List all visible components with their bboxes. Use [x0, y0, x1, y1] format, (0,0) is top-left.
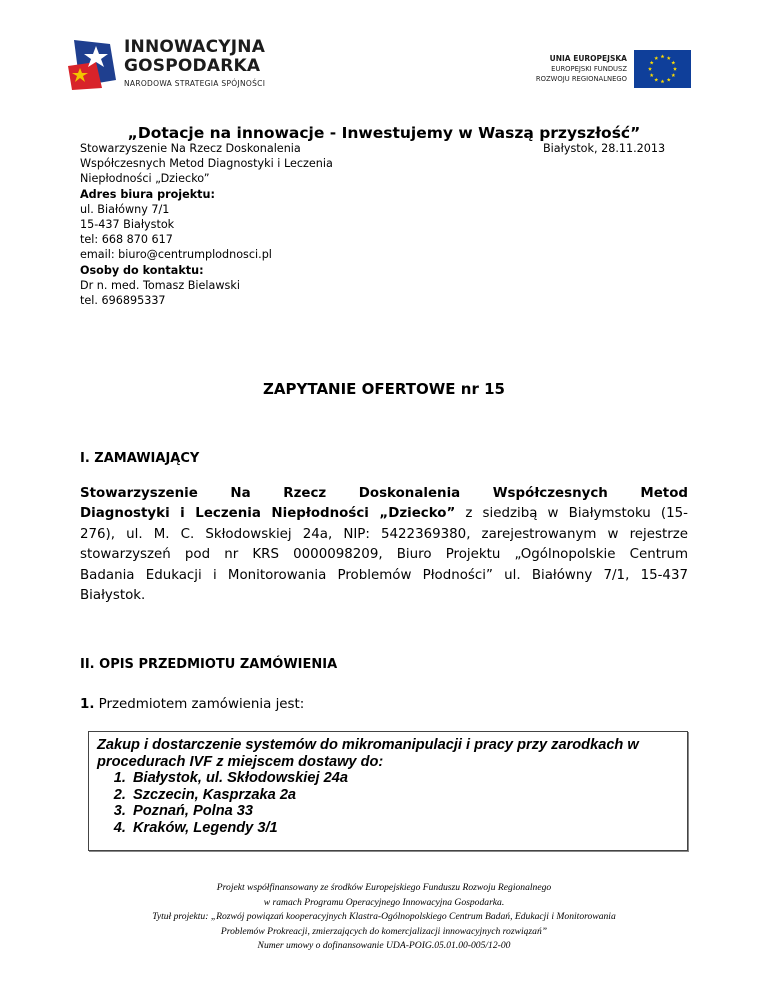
- eu-line-2: EUROPEJSKI FUNDUSZ: [551, 65, 627, 73]
- place-date: Białystok, 28.11.2013: [543, 142, 666, 155]
- footer: [0, 881, 768, 954]
- section-heading-opis: II. OPIS PRZEDMIOTU ZAMÓWIENIA: [80, 657, 338, 672]
- address-label: Adres biura projektu:: [80, 187, 215, 201]
- footer-line: w ramach Programu Operacyjnego Innowacyjna Gospodarka.: [263, 896, 505, 908]
- eu-logo: [515, 50, 695, 90]
- innowacyjna-gospodarka-text: [124, 38, 265, 88]
- eu-line-1: UNIA EUROPEJSKA: [549, 54, 627, 63]
- box-line: procedurach IVF z miejscem dostawy do:: [97, 753, 384, 770]
- logo-line-1: INNOWACYJNA: [124, 37, 266, 57]
- footer-line: Tytuł projektu: „Rozwój powiązań kooperacyjnych Klastra-Ogólnopolskiego Centrum Badań, Edukacji i Monitorowania: [152, 911, 616, 922]
- contact-phone: tel. 696895337: [80, 294, 166, 308]
- paragraph-line: 276), ul. M. C. Skłodowskiej 24a, NIP: 5422369380, zarejestrowanym w rejestrze: [80, 526, 688, 542]
- item-1: [80, 697, 304, 712]
- section-heading-zamawiajacy: I. ZAMAWIAJĄCY: [80, 451, 200, 466]
- address-postcode: 15-437 Białystok: [80, 218, 175, 232]
- bold-text: Diagnostyki i Leczenia Niepłodności „Dziecko”: [80, 506, 456, 522]
- sender-block: [80, 141, 333, 308]
- sender-name-line: Współczesnych Metod Diagnostyki i Leczenia: [80, 157, 333, 171]
- contact-label: Osoby do kontaktu:: [80, 263, 204, 277]
- sender-name-line: Stowarzyszenie Na Rzecz Doskonalenia: [80, 142, 301, 155]
- contact-person: Dr n. med. Tomasz Bielawski: [80, 278, 240, 292]
- paragraph-line: stowarzyszeń pod nr KRS 0000098209, Biuro Projektu „Ogólnopolskie Centrum: [80, 547, 688, 563]
- eu-logo-text: [515, 54, 627, 84]
- list-item: 3. Poznań, Polna 33: [130, 803, 679, 820]
- paragraph-line: Badania Edukacji i Monitorowania Problemów Płodności” ul. Białówny 7/1, 15-437: [80, 567, 688, 583]
- sender-name-line: Niepłodności „Dziecko”: [80, 172, 210, 186]
- motto-heading: „Dotacje na innowacje - Inwestujemy w Waszą przyszłość”: [127, 124, 641, 142]
- footer-line: Problemów Prokreacji, zmierzających do komercjalizacji innowacyjnych rozwiązań”: [220, 925, 548, 937]
- document-title: ZAPYTANIE OFERTOWE nr 15: [263, 380, 505, 398]
- order-subject-box: [88, 731, 688, 851]
- address-street: ul. Białówny 7/1: [80, 202, 170, 216]
- box-line: Zakup i dostarczenie systemów do mikromanipulacji i pracy przy zarodkach w: [97, 737, 639, 753]
- eu-line-3: ROZWOJU REGIONALNEGO: [535, 75, 627, 83]
- eu-flag-icon: [634, 50, 691, 88]
- list-item: 4. Kraków, Legendy 3/1: [130, 820, 679, 837]
- paragraph-text: z siedzibą w Białymstoku (15-: [455, 506, 688, 522]
- item-number: 1.: [80, 697, 95, 712]
- section-1-paragraph: [80, 484, 688, 606]
- address-email: email: biuro@centrumplodnosci.pl: [80, 248, 272, 262]
- paragraph-line: Białystok.: [80, 588, 146, 604]
- bold-text: Stowarzyszenie Na Rzecz Doskonalenia Współczesnych Metod: [80, 486, 688, 501]
- list-item: 1. Białystok, ul. Skłodowskiej 24a: [130, 770, 679, 787]
- innowacyjna-gospodarka-logo: [66, 36, 296, 96]
- footer-line: Numer umowy o dofinansowanie UDA-POIG.05.01.00-005/12-00: [257, 940, 511, 951]
- delivery-locations-list: [97, 770, 679, 836]
- paragraph-line: [80, 504, 688, 524]
- item-text: Przedmiotem zamówienia jest:: [94, 697, 305, 712]
- logo-line-2: GOSPODARKA: [124, 56, 261, 76]
- address-phone: tel: 668 870 617: [80, 233, 173, 247]
- footer-line: Projekt współfinansowany ze środków Europejskiego Funduszu Rozwoju Regionalnego: [216, 882, 552, 893]
- list-item: 2. Szczecin, Kasprzaka 2a: [130, 787, 679, 804]
- logo-line-3: NARODOWA STRATEGIA SPÓJNOŚCI: [124, 79, 266, 88]
- paragraph-line: [80, 484, 688, 504]
- innowacyjna-gospodarka-logo-icon: [66, 36, 122, 92]
